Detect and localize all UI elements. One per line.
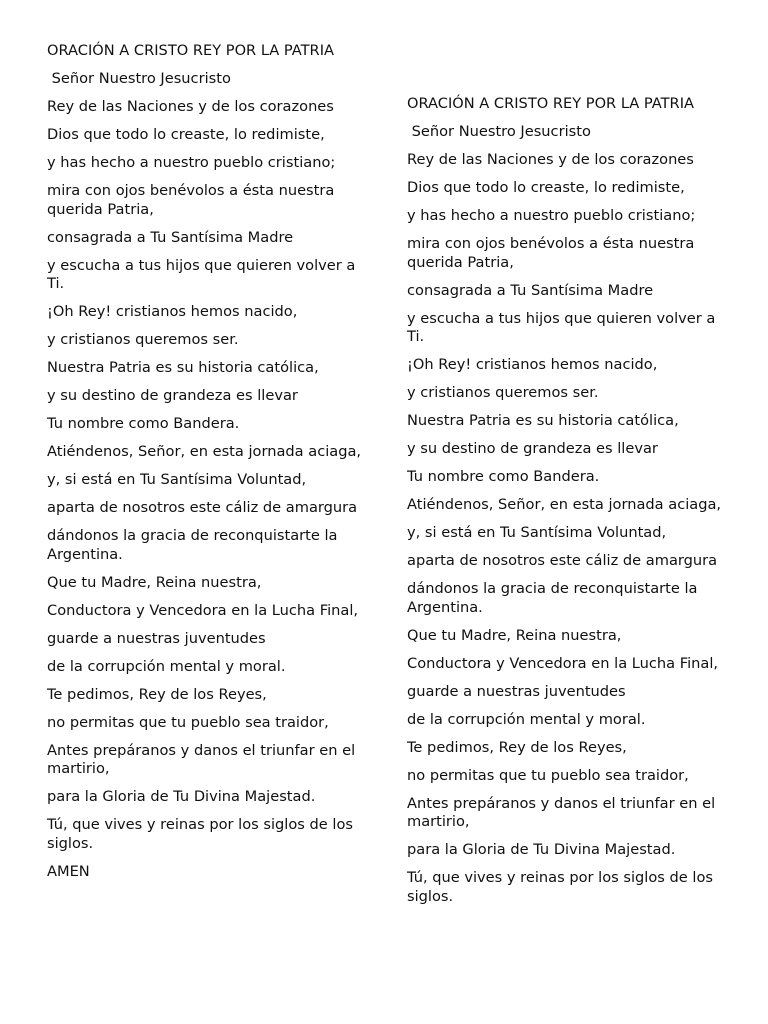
prayer-line: y escucha a tus hijos que quieren volver a Ti. — [47, 256, 356, 292]
prayer-amen: AMEN — [47, 862, 90, 880]
prayer-line: y su destino de grandeza es llevar — [407, 440, 658, 457]
prayer-line: y cristianos queremos ser. — [47, 331, 239, 348]
prayer-line: mira con ojos benévolos a ésta nuestra querida Patria, — [47, 182, 335, 218]
prayer-line: ¡Oh Rey! cristianos hemos nacido, — [407, 356, 658, 373]
prayer-line: Atiéndenos, Señor, en esta jornada aciaga, — [47, 443, 362, 460]
prayer-line: no permitas que tu pueblo sea traidor, — [47, 713, 329, 731]
prayer-line: Nuestra Patria es su historia católica, — [407, 412, 679, 429]
prayer-line: Que tu Madre, Reina nuestra, — [407, 626, 622, 644]
prayer-line: de la corrupción mental y moral. — [47, 657, 286, 675]
prayer-line: Señor Nuestro Jesucristo — [47, 70, 231, 87]
prayer-line: y, si está en Tu Santísima Voluntad, — [407, 524, 667, 541]
prayer-line: Dios que todo lo creaste, lo redimiste, — [407, 179, 685, 196]
prayer-line: Antes prepáranos y danos el triunfar en el martirio, — [407, 794, 716, 830]
prayer-column-right — [407, 95, 737, 916]
prayer-line: de la corrupción mental y moral. — [407, 710, 646, 728]
prayer-line: Conductora y Vencedora en la Lucha Final, — [407, 654, 719, 672]
prayer-title: ORACIÓN A CRISTO REY POR LA PATRIA — [407, 95, 694, 112]
prayer-line: y escucha a tus hijos que quieren volver a Ti. — [407, 309, 716, 345]
prayer-line: Señor Nuestro Jesucristo — [407, 123, 591, 140]
prayer-line: no permitas que tu pueblo sea traidor, — [407, 766, 689, 784]
prayer-line: Tu nombre como Bandera. — [47, 415, 240, 432]
prayer-line: Rey de las Naciones y de los corazones — [407, 151, 694, 168]
prayer-line: Tú, que vives y reinas por los siglos de los siglos. — [407, 869, 713, 905]
prayer-line: Rey de las Naciones y de los corazones — [47, 98, 334, 115]
prayer-line: para la Gloria de Tu Divina Majestad. — [47, 788, 316, 805]
prayer-line: y cristianos queremos ser. — [407, 384, 599, 401]
prayer-line: Nuestra Patria es su historia católica, — [47, 359, 319, 376]
prayer-line: y has hecho a nuestro pueblo cristiano; — [407, 207, 696, 224]
prayer-line: Te pedimos, Rey de los Reyes, — [407, 738, 627, 756]
prayer-line: Tu nombre como Bandera. — [407, 468, 600, 485]
prayer-line: Te pedimos, Rey de los Reyes, — [47, 685, 267, 703]
prayer-line: Conductora y Vencedora en la Lucha Final, — [47, 601, 359, 619]
prayer-line: Antes prepáranos y danos el triunfar en el martirio, — [47, 741, 356, 777]
prayer-line: Tú, que vives y reinas por los siglos de los siglos. — [47, 816, 353, 852]
prayer-line: para la Gloria de Tu Divina Majestad. — [407, 841, 676, 858]
prayer-line: Dios que todo lo creaste, lo redimiste, — [47, 126, 325, 143]
prayer-line: guarde a nuestras juventudes — [47, 629, 266, 647]
prayer-line: aparta de nosotros este cáliz de amargura — [407, 552, 718, 569]
prayer-line: dándonos la gracia de reconquistarte la Argentina. — [407, 580, 698, 616]
prayer-column-left — [47, 42, 367, 891]
prayer-line: mira con ojos benévolos a ésta nuestra querida Patria, — [407, 235, 695, 271]
prayer-line: aparta de nosotros este cáliz de amargura — [47, 499, 358, 516]
prayer-line: ¡Oh Rey! cristianos hemos nacido, — [47, 303, 298, 320]
prayer-line: y has hecho a nuestro pueblo cristiano; — [47, 154, 336, 171]
prayer-line: Atiéndenos, Señor, en esta jornada aciaga, — [407, 496, 722, 513]
prayer-line: guarde a nuestras juventudes — [407, 682, 626, 700]
prayer-line: dándonos la gracia de reconquistarte la Argentina. — [47, 527, 338, 563]
prayer-line: y, si está en Tu Santísima Voluntad, — [47, 471, 307, 488]
prayer-line: consagrada a Tu Santísima Madre — [47, 228, 294, 246]
prayer-title: ORACIÓN A CRISTO REY POR LA PATRIA — [47, 42, 334, 59]
prayer-line: y su destino de grandeza es llevar — [47, 387, 298, 404]
prayer-line: Que tu Madre, Reina nuestra, — [47, 573, 262, 591]
prayer-line: consagrada a Tu Santísima Madre — [407, 281, 654, 299]
